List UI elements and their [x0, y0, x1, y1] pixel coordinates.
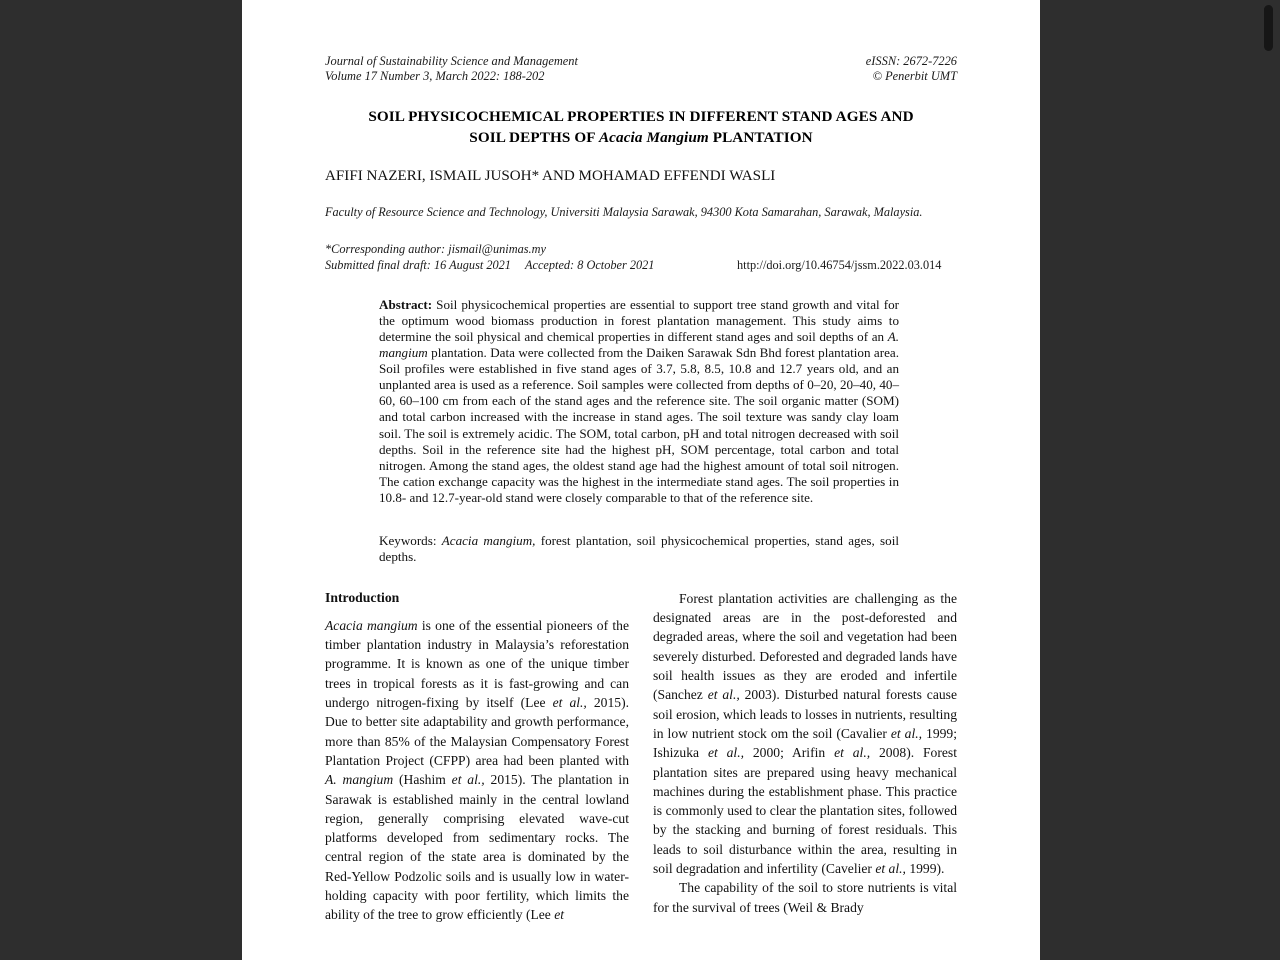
abstract-species-1: A. mangium	[379, 329, 899, 361]
correspondence-block	[325, 242, 957, 273]
right-text-4: 2000; Arifin	[744, 745, 835, 761]
running-head-right	[866, 54, 957, 83]
right-text-7: The capability of the soil to store nutrients is vital for the survival of trees (Weil & Brady	[653, 880, 957, 915]
paragraph-intro-1	[325, 616, 629, 925]
paragraph-right-1	[653, 589, 957, 878]
submitted-date: Submitted final draft: 16 August 2021	[325, 257, 511, 272]
intro-species-1: Acacia mangium	[325, 617, 418, 633]
vertical-scrollbar[interactable]	[1258, 0, 1280, 960]
right-text-2: 2003). Disturbed natural forests cause soil erosion, which leads to losses in nutrients, resulting in low nutrient stock om the soil (Cavalier	[653, 687, 957, 741]
dates-row	[325, 258, 957, 273]
document-page	[242, 0, 1040, 960]
keywords-species: Acacia mangium,	[441, 532, 536, 548]
affiliation: Faculty of Resource Science and Technology, Universiti Malaysia Sarawak, 94300 Kota Samarahan, Sarawak, Malaysia.	[325, 205, 923, 220]
eissn: eISSN: 2672-7226	[865, 54, 957, 68]
right-text-1: Forest plantation activities are challenging as the designated areas are in the post-deforested and degraded areas, where the soil and vegetation had been severely disturbed. Deforested and degraded lands have soil health issues as they are eroded and infertile (Sanchez	[653, 590, 957, 703]
body-columns	[325, 589, 957, 925]
intro-etal-2: et al.,	[451, 772, 485, 788]
author-list: AFIFI NAZERI, ISMAIL JUSOH* AND MOHAMAD EFFENDI WASLI	[325, 168, 776, 185]
right-etal-5: et al.,	[875, 861, 906, 877]
page-content	[242, 0, 1040, 925]
right-etal-2: et al.,	[890, 725, 923, 741]
running-head-left	[325, 54, 578, 83]
title-line-1: SOIL PHYSICOCHEMICAL PROPERTIES IN DIFFERENT STAND AGES AND	[368, 108, 914, 126]
volume-issue: Volume 17 Number 3, March 2022: 188-202	[325, 68, 545, 83]
doi-link[interactable]: http://doi.org/10.46754/jssm.2022.03.014	[737, 257, 942, 272]
keywords	[379, 533, 899, 565]
corresponding-author: *Corresponding author: jismail@unimas.my	[325, 242, 546, 257]
keywords-label: Keywords:	[379, 532, 442, 548]
accepted-date: Accepted: 8 October 2021	[525, 257, 655, 272]
abstract-text-2: plantation. Data were collected from the Daiken Sarawak Sdn Bhd forest plantation area. Soil profiles were established in five stand ages of 3.7, 5.8, 8.5, 10.8 and 12.7 years old, and an unplanted area is used as a reference. Soil samples were collected from depths of 0–20, 20–40, 40–60, 60–100 cm from each of the stand ages and the reference site. The soil organic matter (SOM) and total carbon increased with the increase in stand ages. The soil texture was sandy clay loam soil. The soil is extremely acidic. The SOM, total carbon, pH and total nitrogen decreased with soil depths. Soil in the reference site had the highest pH, SOM percentage, total carbon and total nitrogen. Among the stand ages, the oldest stand age had the highest amount of total soil nitrogen. The cation exchange capacity was the highest in the intermediate stand ages. The soil properties in 10.8- and 12.7-year-old stand were closely comparable to that of the reference site.	[379, 345, 899, 505]
right-etal-4: et al.,	[834, 745, 871, 761]
running-head	[325, 54, 957, 83]
abstract-label: Abstract:	[379, 297, 433, 313]
publisher: © Penerbit UMT	[872, 68, 957, 83]
intro-text-4: 2015). The plantation in Sarawak is established mainly in the central lowland region, generally comprising elevated wave-cut platforms developed from sedimentary rocks. The central region of the state area is dominated by the Red-Yellow Podzolic soils and is usually low in water-holding capacity with poor fertility, which limits the ability of the tree to grow efficiently (Lee	[325, 772, 629, 923]
abstract-text-1: Soil physicochemical properties are essential to support tree stand growth and vital for the optimum wood biomass production in forest plantation management. This study aims to determine the soil physical and chemical properties in different stand ages and soil depths of an	[379, 297, 899, 345]
intro-text-2: 2015). Due to better site adaptability and growth performance, more than 85% of the Malaysian Compensatory Forest Plantation Project (CFPP) area had been planted with	[325, 695, 630, 768]
corresponding-author-row	[325, 242, 957, 257]
journal-name: Journal of Sustainability Science and Management	[325, 54, 578, 68]
intro-species-2: A. mangium	[325, 772, 394, 788]
right-etal-1: et al.,	[707, 687, 740, 703]
title-line-2-pre: SOIL DEPTHS OF	[469, 128, 599, 146]
right-etal-3: et al.,	[707, 745, 744, 761]
right-text-3: 1999; Ishizuka	[653, 725, 957, 761]
right-text-6: 1999).	[905, 861, 945, 877]
right-text-5: 2008). Forest plantation sites are prepared using heavy mechanical machines during the establishment phase. This practice is commonly used to clear the plantation sites, followed by the stacking and burning of forest residuals. This leads to soil disturbance within the area, resulting in soil degradation and infertility (Cavelier	[653, 745, 957, 877]
section-heading-introduction: Introduction	[325, 589, 400, 605]
intro-etal-3: et	[554, 907, 565, 923]
abstract	[379, 297, 899, 506]
intro-etal-1: et al.,	[552, 695, 587, 711]
scrollbar-thumb[interactable]	[1264, 5, 1273, 51]
keywords-list: forest plantation, soil physicochemical properties, stand ages, soil depths.	[379, 532, 899, 564]
title-line-2-post: PLANTATION	[708, 128, 813, 146]
intro-text-3: (Hashim	[393, 772, 452, 788]
page-title	[325, 107, 957, 148]
intro-text-1: is one of the essential pioneers of the timber plantation industry in Malaysia’s reforestation programme. It is known as one of the unique timber trees in tropical forests as it is fast-growing and can undergo nitrogen-fixing by itself (Lee	[325, 617, 629, 711]
column-right	[653, 589, 957, 925]
title-species-name: Acacia Mangium	[598, 128, 709, 146]
column-left	[325, 589, 629, 925]
paragraph-right-2	[653, 878, 957, 917]
